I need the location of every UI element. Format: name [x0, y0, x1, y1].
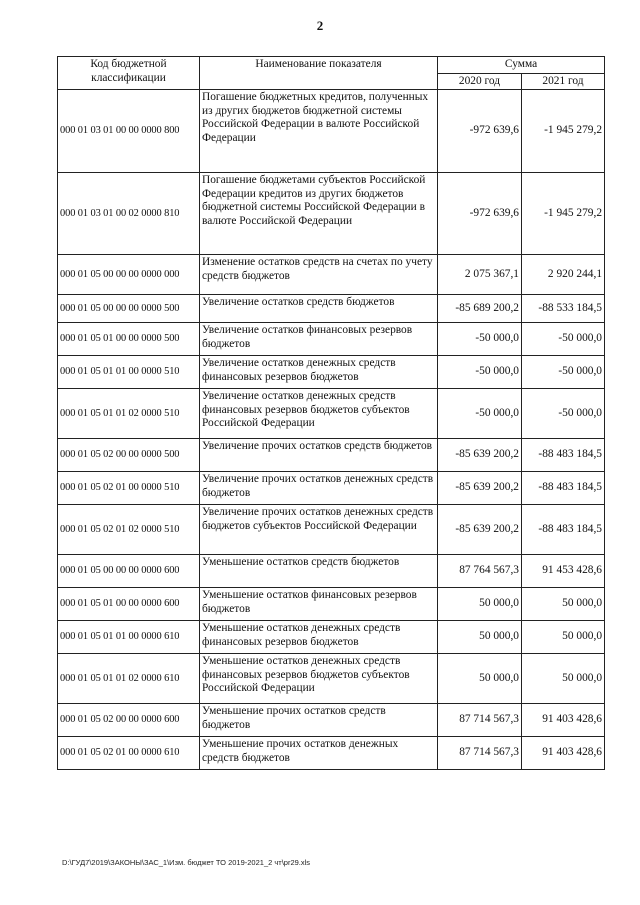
row-value-2020: 50 000,0: [438, 621, 522, 654]
row-value-2021: -1 945 279,2: [522, 173, 605, 255]
table-row: [58, 588, 605, 621]
table-row: [58, 737, 605, 770]
row-code: 000 01 05 01 01 02 0000 610: [58, 654, 200, 704]
row-name: Уменьшение прочих остатков средств бюджетов: [200, 704, 438, 737]
row-value-2020: -85 639 200,2: [438, 439, 522, 472]
row-value-2021: -88 483 184,5: [522, 472, 605, 505]
row-value-2021: -1 945 279,2: [522, 90, 605, 173]
row-value-2020: -972 639,6: [438, 90, 522, 173]
header-code: Код бюджетной классификации: [58, 57, 200, 90]
row-value-2021: -88 533 184,5: [522, 295, 605, 323]
table-row: [58, 704, 605, 737]
row-value-2021: -50 000,0: [522, 389, 605, 439]
footer-file-path: D:\ГУД7\2019\ЗАКОНЫ\ЗАС_1\Изм. бюджет ТО 2019-2021_2 чт\pr29.xls: [62, 858, 311, 867]
row-name: Увеличение остатков финансовых резервов бюджетов: [200, 323, 438, 356]
row-name: Уменьшение прочих остатков денежных средств бюджетов: [200, 737, 438, 770]
table-row: [58, 555, 605, 588]
row-name: Увеличение прочих остатков средств бюджетов: [200, 439, 438, 472]
table-row: [58, 472, 605, 505]
row-value-2021: 50 000,0: [522, 621, 605, 654]
table-row: [58, 295, 605, 323]
row-code: 000 01 05 01 00 00 0000 500: [58, 323, 200, 356]
row-code: 000 01 05 00 00 00 0000 000: [58, 255, 200, 295]
row-value-2020: 2 075 367,1: [438, 255, 522, 295]
row-value-2020: -972 639,6: [438, 173, 522, 255]
row-value-2021: 91 453 428,6: [522, 555, 605, 588]
row-name: Увеличение остатков денежных средств финансовых резервов бюджетов субъектов Российской Федерации: [200, 389, 438, 439]
row-value-2021: -88 483 184,5: [522, 505, 605, 555]
row-code: 000 01 05 02 01 02 0000 510: [58, 505, 200, 555]
row-name: Уменьшение остатков средств бюджетов: [200, 555, 438, 588]
header-name: Наименование показателя: [200, 57, 438, 90]
row-code: 000 01 03 01 00 02 0000 810: [58, 173, 200, 255]
row-code: 000 01 05 01 01 00 0000 610: [58, 621, 200, 654]
row-value-2020: 87 764 567,3: [438, 555, 522, 588]
row-value-2020: 87 714 567,3: [438, 737, 522, 770]
table-row: [58, 439, 605, 472]
row-value-2020: -85 689 200,2: [438, 295, 522, 323]
table-row: [58, 323, 605, 356]
row-value-2021: -88 483 184,5: [522, 439, 605, 472]
row-name: Увеличение прочих остатков денежных средств бюджетов: [200, 472, 438, 505]
header-sum: Сумма: [438, 57, 605, 74]
row-value-2020: -85 639 200,2: [438, 472, 522, 505]
row-name: Погашение бюджетных кредитов, полученных из других бюджетов бюджетной системы Российской Федерации в валюте Российской Федерации: [200, 90, 438, 173]
row-value-2021: -50 000,0: [522, 356, 605, 389]
row-value-2021: 50 000,0: [522, 654, 605, 704]
table-row: [58, 90, 605, 173]
row-name: Уменьшение остатков денежных средств финансовых резервов бюджетов субъектов Российской Федерации: [200, 654, 438, 704]
row-value-2021: 91 403 428,6: [522, 704, 605, 737]
row-value-2021: -50 000,0: [522, 323, 605, 356]
row-code: 000 01 05 00 00 00 0000 500: [58, 295, 200, 323]
row-value-2020: -50 000,0: [438, 356, 522, 389]
row-value-2020: -50 000,0: [438, 323, 522, 356]
row-value-2021: 50 000,0: [522, 588, 605, 621]
row-code: 000 01 05 02 00 00 0000 600: [58, 704, 200, 737]
row-code: 000 01 05 02 00 00 0000 500: [58, 439, 200, 472]
page-number: 2: [316, 18, 324, 33]
row-value-2020: 87 714 567,3: [438, 704, 522, 737]
row-value-2020: -50 000,0: [438, 389, 522, 439]
header-year-2020: 2020 год: [438, 73, 522, 90]
row-code: 000 01 05 01 01 02 0000 510: [58, 389, 200, 439]
table-row: [58, 505, 605, 555]
header-year-2021: 2021 год: [522, 73, 605, 90]
table-row: [58, 173, 605, 255]
row-name: Погашение бюджетами субъектов Российской Федерации кредитов из других бюджетов бюджетной системы Российской Федерации в валюте Российской Федерации: [200, 173, 438, 255]
row-name: Уменьшение остатков денежных средств финансовых резервов бюджетов: [200, 621, 438, 654]
table-row: [58, 621, 605, 654]
table-row: [58, 255, 605, 295]
row-value-2021: 91 403 428,6: [522, 737, 605, 770]
row-code: 000 01 05 02 01 00 0000 510: [58, 472, 200, 505]
row-code: 000 01 05 01 00 00 0000 600: [58, 588, 200, 621]
budget-table: [57, 56, 605, 770]
row-code: 000 01 05 00 00 00 0000 600: [58, 555, 200, 588]
row-value-2021: 2 920 244,1: [522, 255, 605, 295]
table-row: [58, 356, 605, 389]
row-code: 000 01 05 02 01 00 0000 610: [58, 737, 200, 770]
row-value-2020: 50 000,0: [438, 654, 522, 704]
table-row: [58, 654, 605, 704]
table-row: [58, 389, 605, 439]
row-name: Увеличение прочих остатков денежных средств бюджетов субъектов Российской Федерации: [200, 505, 438, 555]
row-name: Уменьшение остатков финансовых резервов бюджетов: [200, 588, 438, 621]
row-code: 000 01 03 01 00 00 0000 800: [58, 90, 200, 173]
row-name: Увеличение остатков средств бюджетов: [200, 295, 438, 323]
row-name: Изменение остатков средств на счетах по учету средств бюджетов: [200, 255, 438, 295]
row-name: Увеличение остатков денежных средств финансовых резервов бюджетов: [200, 356, 438, 389]
row-value-2020: -85 639 200,2: [438, 505, 522, 555]
row-code: 000 01 05 01 01 00 0000 510: [58, 356, 200, 389]
row-value-2020: 50 000,0: [438, 588, 522, 621]
